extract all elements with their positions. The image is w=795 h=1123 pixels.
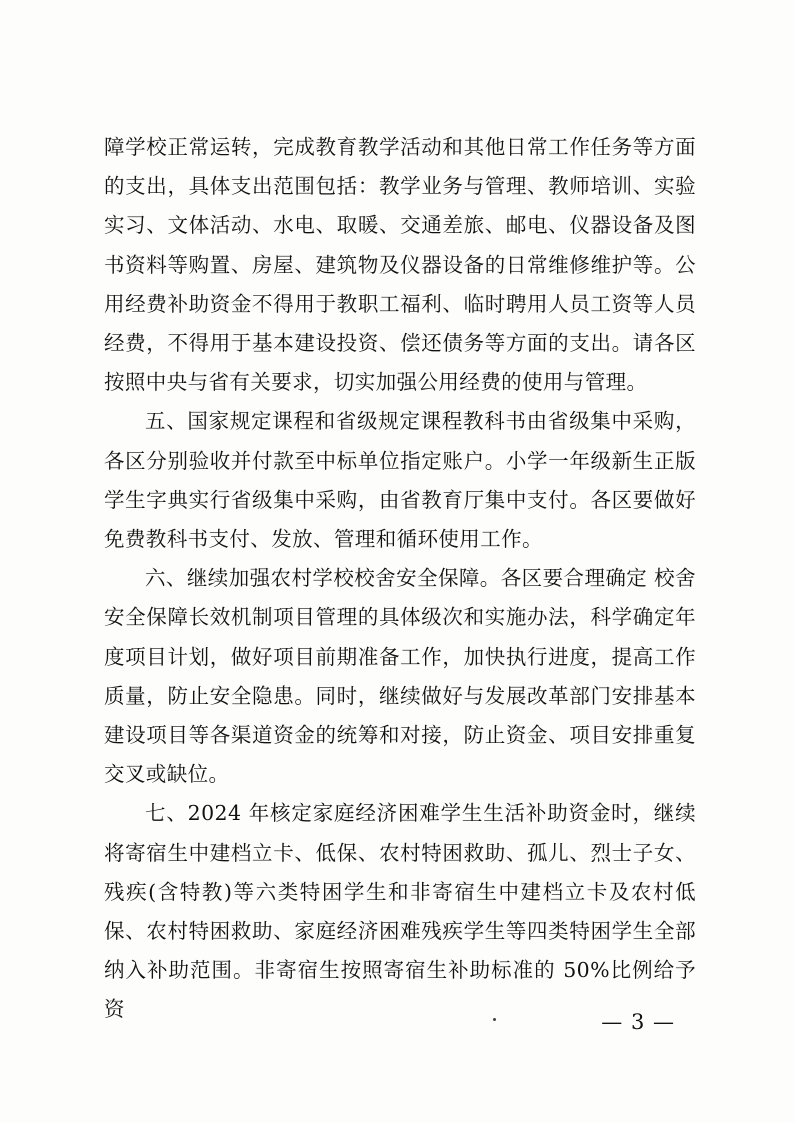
paragraph-continued: 障学校正常运转，完成教育教学活动和其他日常工作任务等方面的支出，具体支出范围包括：教学业务与管理、教师培训、实验实习、文体活动、水电、取暖、交通差旅、邮电、仪器设备及图书资料等购置、房屋、建筑物及仪器设备的日常维修维护等。公用经费补助资金不得用于教职工福利、临时聘用人员工资等人员经费，不得用于基本建设投资、偿还债务等方面的支出。请各区按照中央与省有关要求，切实加强公用经费的使用与管理。 (104, 135, 696, 395)
paragraph-item-7: 七、2024 年核定家庭经济困难学生生活补助资金时，继续将寄宿生中建档立卡、低保、农村特困救助、孤儿、烈士子女、残疾(含特教)等六类特困学生和非寄宿生中建档立卡及农村低保、农村特困救助、家庭经济困难残疾学生等四类特困学生全部纳入补助范围。非寄宿生按照寄宿生补助标准的 50%比例给予资 (104, 801, 696, 1022)
page-number: — 3 — (601, 1010, 675, 1034)
paragraph-item-6: 六、继续加强农村学校校舍安全保障。各区要合理确定 校舍安全保障长效机制项目管理的具体级次和实施办法，科学确定年度项目计划，做好项目前期准备工作，加快执行进度，提高工作质量，防止安全隐患。同时，继续做好与发展改革部门安排基本建设项目等各渠道资金的统筹和对接，防止资金、项目安排重复交叉或缺位。 (104, 566, 696, 787)
scan-speck (493, 1018, 496, 1021)
document-body (104, 128, 696, 1030)
paragraph-item-5: 五、国家规定课程和省级规定课程教科书由省级集中采购，各区分别验收并付款至中标单位指定账户。小学一年级新生正版学生字典实行省级集中采购，由省教育厅集中支付。各区要做好免费教科书支付、发放、管理和循环使用工作。 (104, 409, 696, 552)
